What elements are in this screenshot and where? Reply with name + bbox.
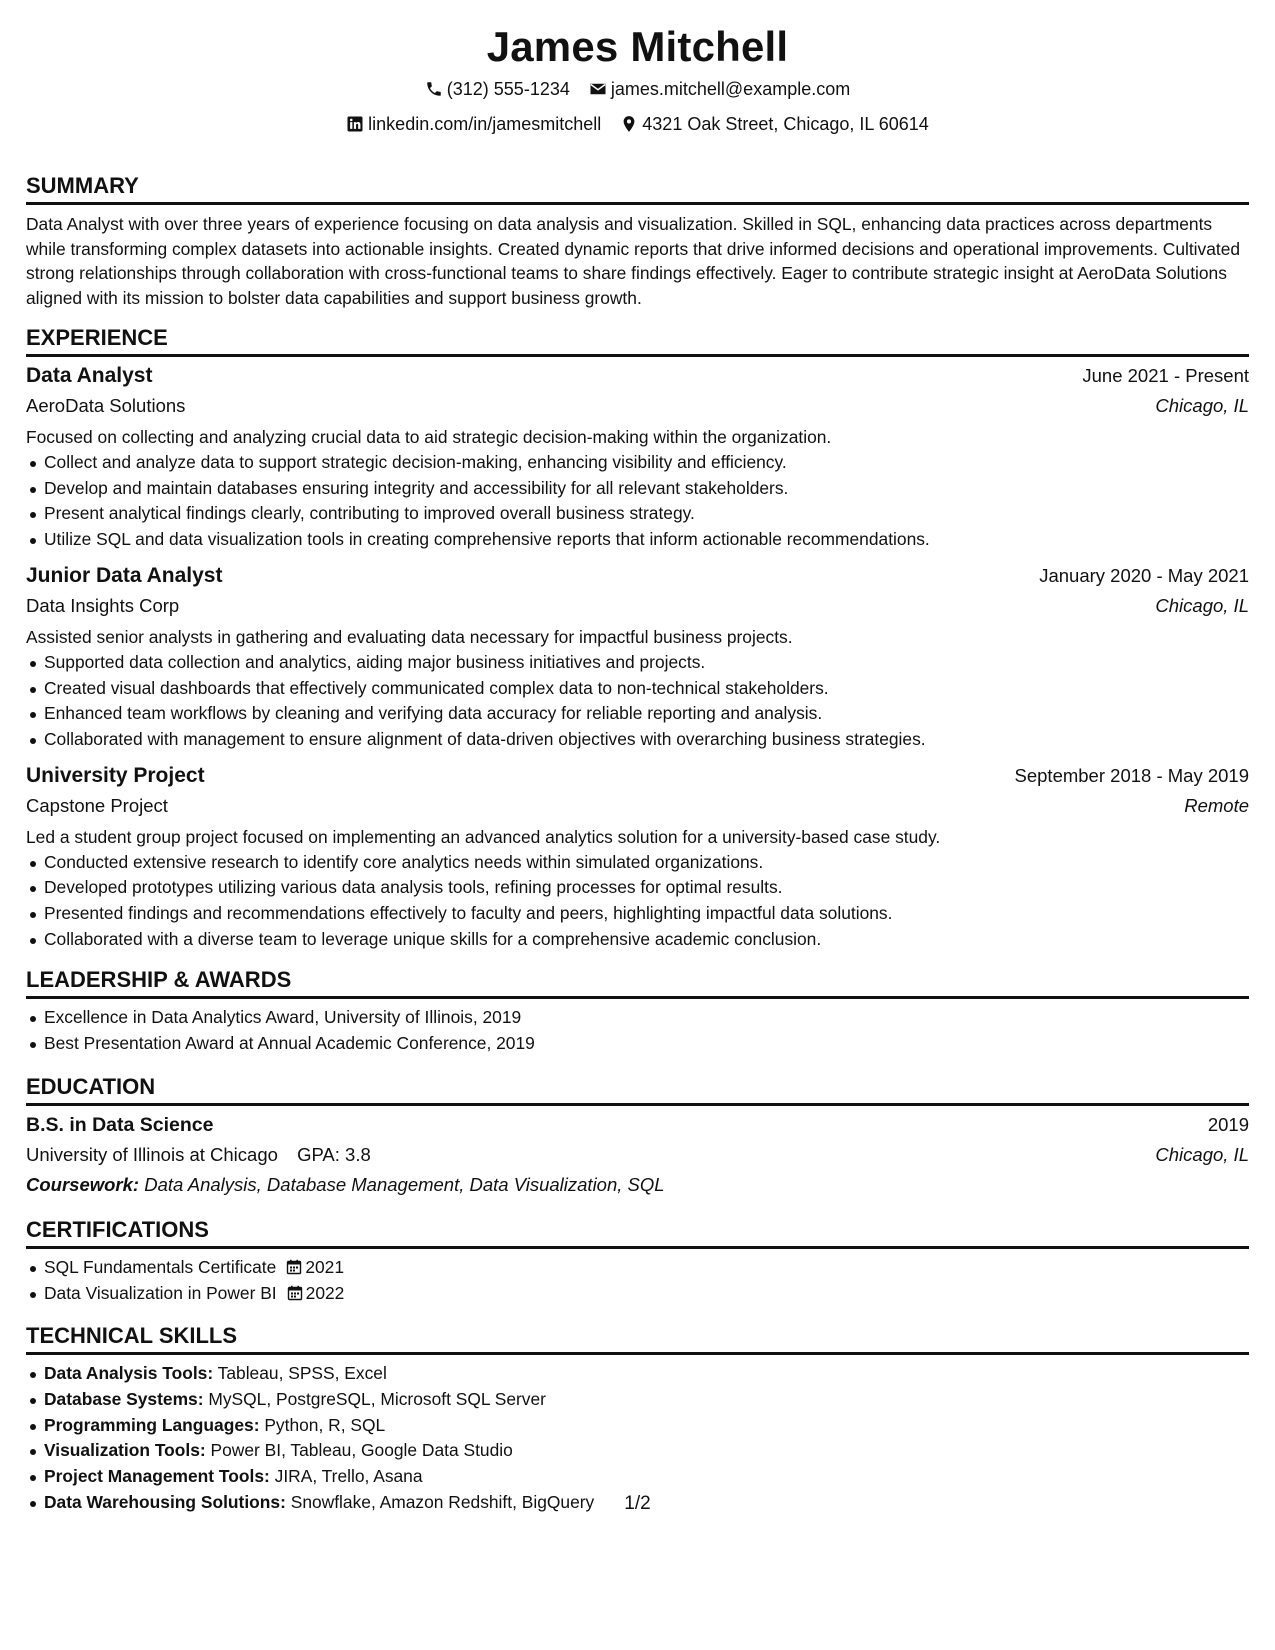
job-bullet: Conducted extensive research to identify core analytics needs within simulated organizations. (44, 850, 1249, 876)
job-bullet: Presented findings and recommendations effectively to faculty and peers, highlighting impactful data solutions. (44, 901, 1249, 927)
contact-line-primary (26, 78, 1249, 103)
skill-label: Data Warehousing Solutions: (44, 1491, 286, 1512)
skill-label: Programming Languages: (44, 1414, 260, 1435)
award-item: Best Presentation Award at Annual Academic Conference, 2019 (44, 1031, 1249, 1057)
degree-title: B.S. in Data Science (26, 1113, 214, 1136)
job-bullet: Enhanced team workflows by cleaning and verifying data accuracy for reliable reporting and analysis. (44, 701, 1249, 727)
skill-label: Project Management Tools: (44, 1466, 270, 1487)
job-company: Capstone Project (26, 794, 168, 816)
education-subheader (26, 1140, 1249, 1170)
job-bullet: Collaborated with management to ensure alignment of data-driven objectives with overarching business strategies. (44, 727, 1249, 753)
skill-label: Database Systems: (44, 1388, 204, 1409)
summary-section (26, 172, 1249, 310)
certifications-section (26, 1216, 1249, 1306)
job-title: Junior Data Analyst (26, 563, 223, 587)
email-text[interactable]: james.mitchell@example.com (610, 79, 851, 99)
skill-value: Python, R, SQL (264, 1414, 386, 1435)
phone-text: (312) 555-1234 (446, 79, 570, 99)
job-entry (26, 561, 1249, 753)
calendar-icon (287, 1285, 303, 1301)
job-entry (26, 361, 1249, 553)
school-line (26, 1140, 371, 1170)
skill-value: MySQL, PostgreSQL, Microsoft SQL Server (208, 1388, 546, 1409)
job-company: AeroData Solutions (26, 395, 186, 416)
coursework-label: Coursework: (26, 1173, 140, 1195)
summary-text: Data Analyst with over three years of experience focusing on data analysis and visualization. Skilled in SQL, enhancing data practices across departments while transforming complex datasets into actionable insights. Created dynamic reports that drive informed decisions and operational improvements. Cultivated strong relationships through collaboration with cross-functional teams to share findings effectively. Eager to contribute strategic insight at AeroData Solutions aligned with its mission to bolster data capabilities and support business growth. (26, 214, 1241, 308)
job-bullet: Develop and maintain databases ensuring integrity and accessibility for all relevant stakeholders. (44, 476, 1249, 502)
education-header (26, 1110, 1249, 1140)
envelope-icon (589, 80, 607, 98)
phone-icon (425, 80, 443, 98)
job-bullet: Utilize SQL and data visualization tools in creating comprehensive reports that inform actionable recommendations. (44, 527, 1249, 553)
job-location: Chicago, IL (1155, 594, 1249, 616)
job-bullet: Present analytical findings clearly, contributing to improved overall business strategy. (44, 501, 1249, 527)
job-subheader (26, 391, 1249, 421)
skill-value: Snowflake, Amazon Redshift, BigQuery (290, 1491, 595, 1512)
resume-page (26, 0, 1249, 1650)
job-bullet: Supported data collection and analytics, aiding major business initiatives and projects. (44, 650, 1249, 676)
job-bullets (26, 850, 1249, 953)
calendar-icon (286, 1259, 302, 1275)
job-date: June 2021 - Present (1082, 365, 1249, 386)
skill-item (44, 1387, 1249, 1413)
address-text: 4321 Oak Street, Chicago, IL 60614 (642, 114, 929, 134)
contact-line-secondary (26, 113, 1249, 138)
job-subheader (26, 591, 1249, 621)
job-location: Chicago, IL (1155, 395, 1249, 416)
certification-item (44, 1255, 1249, 1281)
skill-label: Visualization Tools: (44, 1440, 206, 1461)
section-title-summary: SUMMARY (26, 172, 1249, 205)
awards-list (26, 1005, 1249, 1056)
experience-section (26, 324, 1249, 952)
coursework-line (26, 1170, 1249, 1200)
certification-year: 2022 (305, 1282, 345, 1303)
certification-name: SQL Fundamentals Certificate (44, 1256, 277, 1277)
map-pin-icon (620, 115, 638, 133)
skill-item (44, 1413, 1249, 1439)
skill-item (44, 1438, 1249, 1464)
skill-item (44, 1361, 1249, 1387)
certifications-list (26, 1255, 1249, 1306)
leadership-section (26, 966, 1249, 1056)
skill-label: Data Analysis Tools: (44, 1363, 214, 1384)
linkedin-icon (346, 115, 364, 133)
job-bullet: Created visual dashboards that effectively communicated complex data to non-technical stakeholders. (44, 676, 1249, 702)
job-entry (26, 761, 1249, 953)
gpa: GPA: 3.8 (297, 1143, 371, 1165)
job-bullets (26, 650, 1249, 753)
email-contact[interactable] (589, 78, 850, 100)
job-title: Data Analyst (26, 364, 153, 387)
linkedin-text[interactable]: linkedin.com/in/jamesmitchell (368, 114, 602, 134)
job-header (26, 561, 1249, 591)
page-number: 1/2 (624, 1493, 651, 1514)
school-name: University of Illinois at Chicago (26, 1143, 278, 1165)
education-section (26, 1073, 1249, 1200)
graduation-year: 2019 (1207, 1113, 1249, 1135)
school-location: Chicago, IL (1155, 1143, 1249, 1165)
section-title-experience: EXPERIENCE (26, 324, 1249, 357)
skill-item (44, 1464, 1249, 1490)
job-bullet: Collect and analyze data to support strategic decision-making, enhancing visibility and efficiency. (44, 450, 1249, 476)
job-date: September 2018 - May 2019 (1014, 764, 1249, 786)
job-location: Remote (1184, 794, 1249, 816)
job-header (26, 761, 1249, 791)
certification-name: Data Visualization in Power BI (44, 1282, 277, 1303)
certification-year: 2021 (305, 1256, 344, 1277)
job-title: University Project (26, 763, 205, 787)
address-contact (620, 113, 929, 135)
section-title-skills: TECHNICAL SKILLS (26, 1322, 1249, 1355)
job-subheader (26, 791, 1249, 821)
award-item: Excellence in Data Analytics Award, University of Illinois, 2019 (44, 1005, 1249, 1031)
job-bullet: Developed prototypes utilizing various data analysis tools, refining processes for optimal results. (44, 875, 1249, 901)
coursework-list: Data Analysis, Database Management, Data Visualization, SQL (144, 1173, 665, 1195)
section-title-leadership: LEADERSHIP & AWARDS (26, 966, 1249, 999)
job-description: Led a student group project focused on implementing an advanced analytics solution for a university-based case study. (26, 826, 941, 847)
job-description: Focused on collecting and analyzing crucial data to aid strategic decision-making within the organization. (26, 427, 832, 447)
section-title-certifications: CERTIFICATIONS (26, 1216, 1249, 1249)
job-date: January 2020 - May 2021 (1039, 564, 1249, 586)
phone-contact (425, 78, 570, 100)
job-header (26, 361, 1249, 391)
skill-value: Power BI, Tableau, Google Data Studio (210, 1440, 513, 1461)
skill-value: Tableau, SPSS, Excel (217, 1363, 387, 1384)
job-bullets (26, 450, 1249, 553)
job-company: Data Insights Corp (26, 594, 180, 616)
certification-item (44, 1281, 1249, 1307)
job-bullet: Collaborated with a diverse team to leverage unique skills for a comprehensive academic conclusion. (44, 927, 1249, 953)
skill-value: JIRA, Trello, Asana (274, 1466, 423, 1487)
linkedin-contact[interactable] (346, 113, 601, 135)
candidate-name: James Mitchell (486, 23, 789, 70)
section-title-education: EDUCATION (26, 1073, 1249, 1106)
job-description: Assisted senior analysts in gathering and evaluating data necessary for impactful business projects. (26, 626, 793, 647)
skills-section (26, 1322, 1249, 1515)
